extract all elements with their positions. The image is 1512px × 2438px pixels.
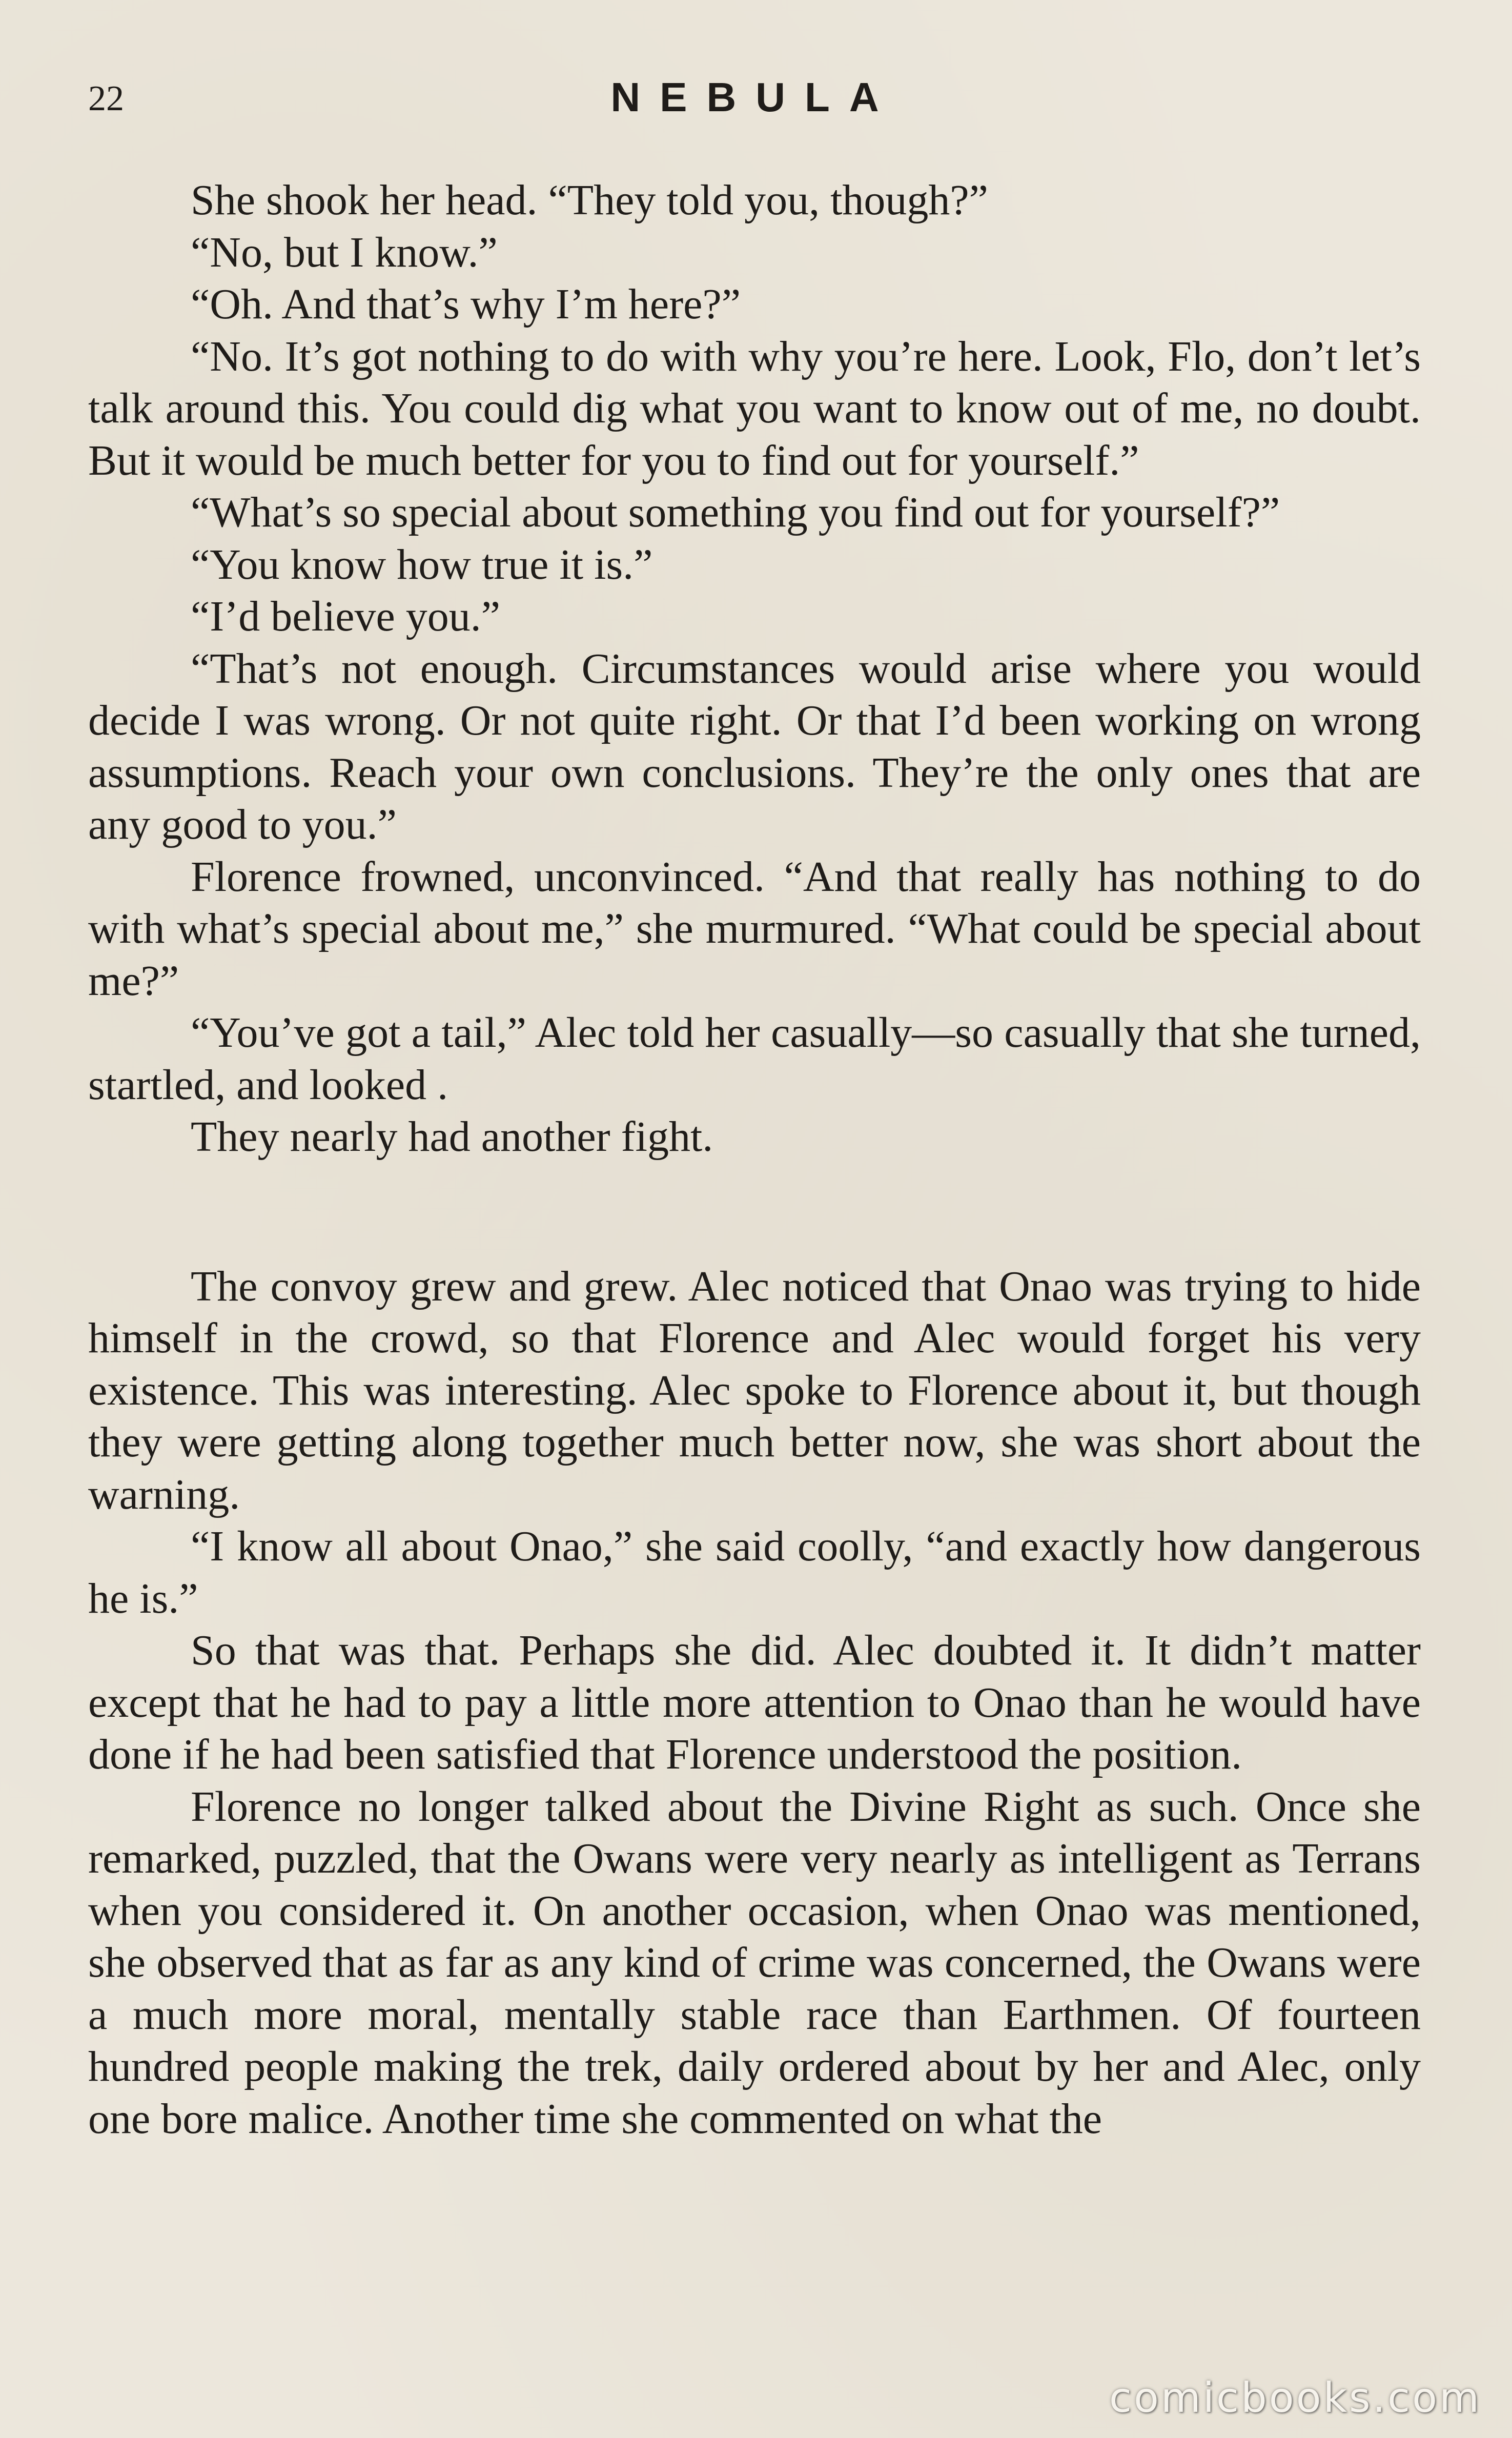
paragraph: Florence no longer talked about the Divine Right as such. Once she remarked, puzzled, that the Owans were very nearly as intelligent as Terrans when you considered it. On another occasion, when Onao was mentioned, she observed that as far as any kind of crime was concerned, the Owans were a much more moral, mentally stable race than Earthmen. Of fourteen hundred people making the trek, daily ordered about by her and Alec, only one bore malice. Another time she commented on what the [88, 1782, 1421, 2143]
paragraph: They nearly had another fight. [191, 1113, 713, 1161]
body-text [88, 174, 1421, 2145]
paragraph: “No. It’s got nothing to do with why you’re here. Look, Flo, don’t let’s talk around this. You could dig what you want to know out of me, no doubt. But it would be much better for you to find out for yourself.” [88, 332, 1421, 484]
paragraph: The convoy grew and grew. Alec noticed that Onao was trying to hide himself in the crowd, so that Florence and Alec would forget his very existence. This was interesting. Alec spoke to Florence about it, but though they were getting along together much better now, she was short about the warning. [88, 1262, 1421, 1518]
section-break [88, 1163, 1421, 1261]
paragraph: She shook her head. “They told you, though?” [191, 176, 988, 224]
page-number: 22 [88, 79, 124, 118]
paragraph: “Oh. And that’s why I’m here?” [191, 280, 741, 328]
paragraph: “I know all about Onao,” she said coolly, “and exactly how dangerous he is.” [88, 1522, 1421, 1622]
paragraph: “That’s not enough. Circumstances would arise where you would decide I was wrong. Or not quite right. Or that I’d been working on wrong assumptions. Reach your own conclusions. They’re the only ones that are any good to you.” [88, 644, 1421, 848]
paragraph: “You’ve got a tail,” Alec told her casually—so casually that she turned, startled, and looked . [88, 1009, 1421, 1109]
paragraph: “You know how true it is.” [191, 540, 653, 588]
running-title: NEBULA [610, 74, 898, 120]
paragraph: So that was that. Perhaps she did. Alec doubted it. It didn’t matter except that he had to pay a little more attention to Onao than he would have done if he had been satisfied that Florence understood the position. [88, 1627, 1421, 1778]
paragraph: Florence frowned, unconvinced. “And that really has nothing to do with what’s special about me,” she murmured. “What could be special about me?” [88, 852, 1421, 1005]
paragraph: “I’d believe you.” [191, 593, 501, 640]
paragraph: “What’s so special about something you find out for yourself?” [191, 489, 1280, 536]
paragraph: “No, but I know.” [191, 228, 498, 276]
page-header [88, 72, 1421, 128]
site-watermark: comicbooks.com [1109, 2374, 1481, 2422]
